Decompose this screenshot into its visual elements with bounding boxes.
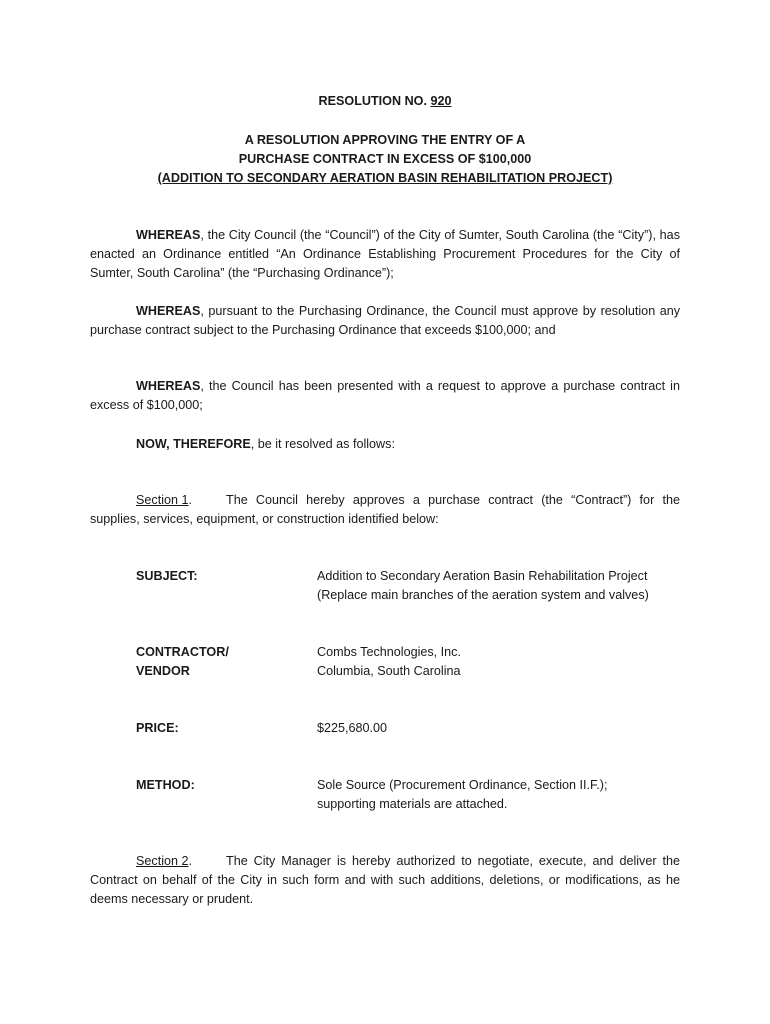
method-value: Sole Source (Procurement Ordinance, Section II.F.); supporting materials are attached. [317,778,608,811]
section-1-heading-suffix: . [188,493,193,507]
recital-text: , the Council has been presented with a request to approve a purchase contract in excess of $100,000; [90,379,680,412]
price-value: $225,680.00 [317,721,388,735]
section-1-heading: Section 1 [136,493,189,507]
recital-2 [90,302,680,340]
contractor-label-line-1: CONTRACTOR/ [136,645,229,659]
recital-1 [90,226,680,283]
section-2-heading-suffix: . [188,854,193,868]
price-label: PRICE: [136,721,179,735]
resolution-number-heading [90,92,680,111]
resolved-text: , be it resolved as follows: [250,437,395,451]
section-1-text: The Council hereby approves a purchase contract (the “Contract”) for the supplies, services, equipment, or construction identified below: [90,493,680,526]
recital-3 [90,377,680,415]
subject-label: SUBJECT: [136,569,198,583]
recital-lead: WHEREAS [136,228,201,242]
contractor-label-line-2: VENDOR [136,664,190,678]
title-line-3: (ADDITION TO SECONDARY AERATION BASIN REHABILITATION PROJECT) [157,171,613,185]
title-line-2: PURCHASE CONTRACT IN EXCESS OF $100,000 [238,152,532,166]
recital-lead: WHEREAS [136,379,201,393]
recital-lead: WHEREAS [136,304,201,318]
recital-text: , the City Council (the “Council”) of the City of Sumter, South Carolina (the “City”), has enacted an Ordinance entitled “An Ordinance Establishing Procurement Procedures for the City of Sumter, South Carolina” (the “Purchasing Ordinance”); [90,228,680,280]
section-1 [90,491,680,529]
resolved-clause [90,435,680,454]
section-2-text: The City Manager is hereby authorized to negotiate, execute, and deliver the Contract on behalf of the City in such form and with such additions, deletions, or modifications, as he deems necessary or prudent. [90,854,680,906]
recital-text: , pursuant to the Purchasing Ordinance, the Council must approve by resolution any purchase contract subject to the Purchasing Ordinance that exceeds $100,000; and [90,304,680,337]
subject-value: Addition to Secondary Aeration Basin Rehabilitation Project (Replace main branches of the aeration system and valves) [317,569,649,602]
resolved-lead: NOW, THEREFORE [136,437,251,451]
resolution-number: 920 [430,94,452,108]
resolution-prefix: RESOLUTION NO. [318,94,431,108]
section-2-heading: Section 2 [136,854,189,868]
contractor-value-line-1: Combs Technologies, Inc. [317,645,461,659]
contractor-value-line-2: Columbia, South Carolina [317,664,461,678]
title-line-1: A RESOLUTION APPROVING THE ENTRY OF A [244,133,526,147]
method-label: METHOD: [136,778,195,792]
section-2 [90,852,680,909]
